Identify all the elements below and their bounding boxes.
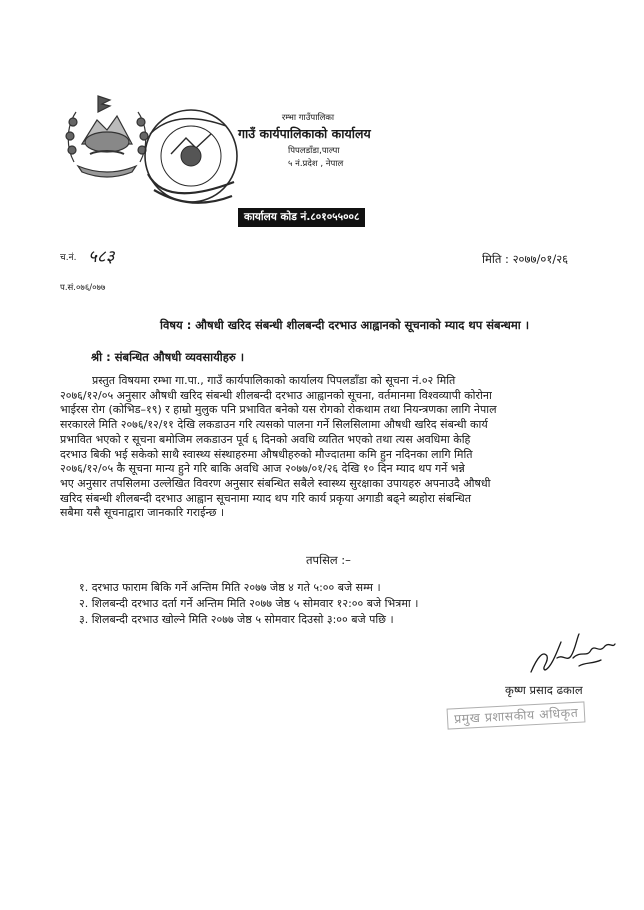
details-item: २. शिलबन्दी दरभाउ दर्ता गर्ने अन्तिम मिति २०७७ जेष्ठ ५ सोमवार १२:०० बजे भित्रमा । xyxy=(79,597,419,610)
body-line: भए अनुसार तपसिलमा उल्लेखित विवरण अनुसार संबन्धित सबैले स्वास्थ्य सुरक्षाका उपायहरु अपनाउदै औषधी xyxy=(60,476,491,490)
designation-stamp: प्रमुख प्रशासकीय अधिकृत xyxy=(447,701,586,729)
office-letterhead xyxy=(238,112,408,169)
body-line: दरभाउ बिकी भई सकेको साथै स्वास्थ्य संस्थाहरुमा औषधीहरुको मौज्दातमा कमि हुन नदिनका लागि मिति xyxy=(60,447,473,461)
body-line: २०७६/१२/०५ कै सूचना मान्य हुने गरि बाकि अवधि आज २०७७/०१/२६ देखि १० दिन म्याद थप गर्ने भन्ने xyxy=(60,462,465,476)
body-line: प्रभावित भएको र सूचना बमोजिम लकडाउन पूर्व ६ दिनको अवधि व्यतित भएको तथा त्यस अवधिमा केहि xyxy=(60,432,471,446)
details-list xyxy=(79,580,418,628)
office-code-badge: कार्यालय कोड नं.८०१०५५००८ xyxy=(238,208,365,227)
details-heading: तपसिल :– xyxy=(306,553,351,567)
signer-name: कृष्ण प्रसाद ढकाल xyxy=(505,683,583,697)
body-paragraph xyxy=(60,374,602,521)
reference-label: च.नं. xyxy=(60,253,77,263)
letter-date: मिति : २०७७/०१/२६ xyxy=(482,252,569,266)
office-name: गाउँ कार्यपालिकाको कार्यालय xyxy=(238,126,371,141)
body-line: प्रस्तुत विषयमा रम्भा गा.पा., गाउँ कार्यपालिकाको कार्यालय पिपलडाँडा को सूचना नं.०२ मिति xyxy=(92,374,456,387)
handwritten-signature xyxy=(527,628,617,678)
body-line: सबैमा यसै सूचनाद्वारा जानकारि गराईन्छ । xyxy=(60,506,225,520)
body-line: भाईरस रोग (कोभिड–१९) र हाम्रो मुलुक पनि प्रभावित बनेको यस रोगको रोकथाम तथा नियन्त्रणका लागि नेपाल xyxy=(60,403,497,417)
office-address: पिपलडाँडा,पाल्पा xyxy=(288,146,340,156)
reference-number: ५८३ xyxy=(88,247,115,267)
province-line: ५ नं.प्रदेश , नेपाल xyxy=(288,159,344,169)
body-line: २०७६/१२/०५ अनुसार औषधी खरिद संबन्धी शीलबन्दी दरभाउ आह्वानको सूचना, वर्तमानमा विश्वव्यापी कोरोना xyxy=(60,388,492,402)
body-line: सरकारले मिति २०७६/१२/११ देखि लकडाउन गरि त्यसको पालना गर्ने सिलसिलामा औषधी खरिद संबन्धी कार्य xyxy=(60,418,488,432)
municipality-name: रम्भा गाउँपालिका xyxy=(281,113,335,123)
details-item: ३. शिलबन्दी दरभाउ खोल्ने मिति २०७७ जेष्ठ ५ सोमवार दिउसो ३:०० बजे पछि । xyxy=(79,613,394,626)
letter-subject: विषय : औषधी खरिद संबन्धी शीलबन्दी दरभाउ आह्वानको सूचनाको म्याद थप संबन्धमा । xyxy=(160,318,530,332)
details-item: १. दरभाउ फाराम बिकि गर्ने अन्तिम मिति २०७७ जेष्ठ ४ गते ५:०० बजे सम्म । xyxy=(79,581,381,594)
letter-addressee: श्री : संबन्धित औषधी व्यवसायीहरु । xyxy=(91,350,245,364)
fiscal-year: प.सं.०७६/०७७ xyxy=(60,283,106,293)
office-round-seal-icon xyxy=(136,104,246,212)
body-line: खरिद संबन्धी शीलबन्दी दरभाउ आह्वान सूचनामा म्याद थप गरि कार्य प्रकृया अगाडी बढ्ने ब्यहोरा संबन्धित xyxy=(60,491,472,505)
